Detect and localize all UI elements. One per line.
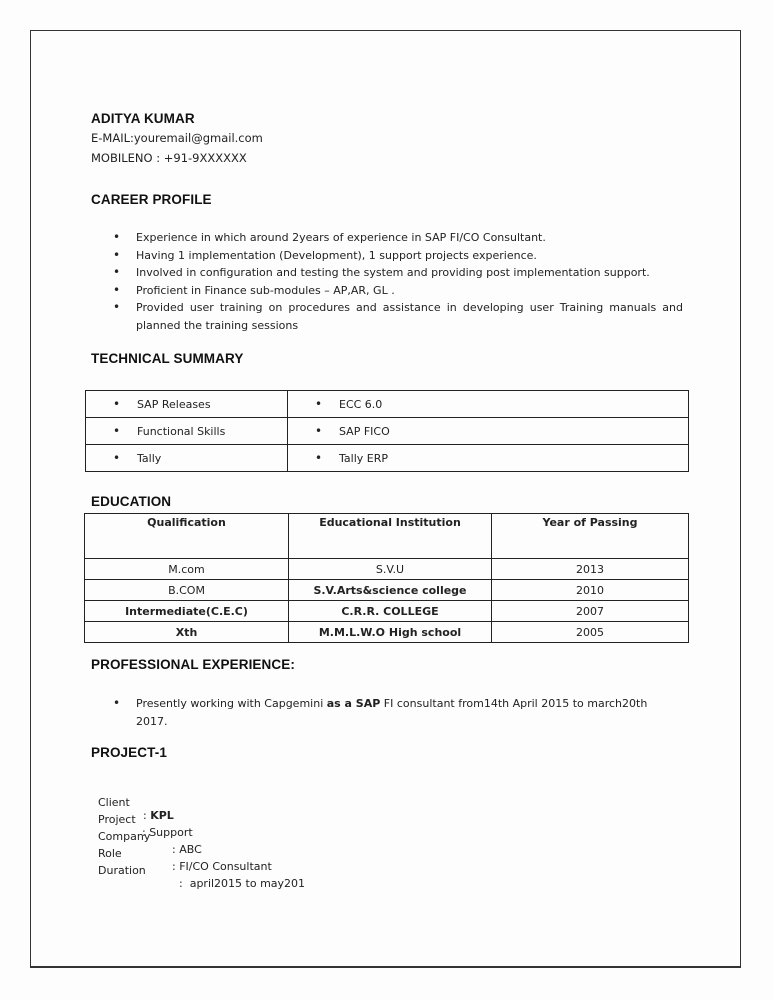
year-cell: 2005 <box>492 622 689 643</box>
qualification-cell: B.COM <box>85 580 289 601</box>
field-value: : april2015 to may201 <box>179 877 306 890</box>
tech-value: • ECC 6.0 <box>288 398 688 411</box>
list-item: • Provided user training on procedures and assistance in developing user Training manuals and planned the training sessions <box>91 299 683 334</box>
section-title-career-profile: CAREER PROFILE <box>91 192 212 207</box>
table-row <box>85 559 689 580</box>
field-value: : Support <box>142 826 193 839</box>
field-label: Project <box>98 813 136 826</box>
institution-cell: S.V.U <box>289 559 492 580</box>
year-cell: 2013 <box>492 559 689 580</box>
field-label: Client <box>98 796 130 809</box>
section-title-technical-summary: TECHNICAL SUMMARY <box>91 351 244 366</box>
tech-label: • Functional Skills <box>86 425 287 438</box>
list-item: • Involved in configuration and testing the system and providing post implementation support. <box>91 264 683 282</box>
professional-experience-list <box>91 695 661 730</box>
mobile-line: MOBILENO : +91-9XXXXXX <box>91 151 247 165</box>
tech-value: • Tally ERP <box>288 452 688 465</box>
list-item: • Experience in which around 2years of experience in SAP FI/CO Consultant. <box>91 229 683 247</box>
column-header: Qualification <box>85 514 289 559</box>
table-row <box>86 445 689 472</box>
tech-label: • Tally <box>86 452 287 465</box>
tech-label: • SAP Releases <box>86 398 287 411</box>
field-label: Role <box>98 847 122 860</box>
institution-cell: M.M.L.W.O High school <box>289 622 492 643</box>
institution-cell: C.R.R. COLLEGE <box>289 601 492 622</box>
list-item: • Presently working with Capgemini as a SAP FI consultant from14th April 2015 to march20th 2017. <box>91 695 661 730</box>
table-row <box>85 601 689 622</box>
qualification-cell: Xth <box>85 622 289 643</box>
email-line: E-MAIL:youremail@gmail.com <box>91 131 263 145</box>
section-title-professional-experience: PROFESSIONAL EXPERIENCE: <box>91 657 295 672</box>
education-table <box>84 513 689 643</box>
technical-summary-table <box>85 390 689 472</box>
field-value: : ABC <box>172 843 202 856</box>
field-value: : FI/CO Consultant <box>172 860 272 873</box>
column-header: Educational Institution <box>289 514 492 559</box>
field-label: Company <box>98 830 151 843</box>
year-cell: 2010 <box>492 580 689 601</box>
bold-text: as a SAP <box>326 697 381 710</box>
list-item: • Proficient in Finance sub-modules – AP,AR, GL . <box>91 282 683 300</box>
candidate-name: ADITYA KUMAR <box>91 111 195 126</box>
tech-value: • SAP FICO <box>288 425 688 438</box>
table-row <box>86 391 689 418</box>
section-title-education: EDUCATION <box>91 494 172 509</box>
column-header: Year of Passing <box>492 514 689 559</box>
table-row <box>85 580 689 601</box>
table-row <box>85 622 689 643</box>
career-profile-list <box>91 229 683 334</box>
field-label: Duration <box>98 864 146 877</box>
section-title-project-1: PROJECT-1 <box>91 745 167 760</box>
list-item: • Having 1 implementation (Development), 1 support projects experience. <box>91 247 683 265</box>
field-value: : <box>143 809 151 822</box>
year-cell: 2007 <box>492 601 689 622</box>
field-value-bold: KPL <box>150 809 174 822</box>
qualification-cell: Intermediate(C.E.C) <box>85 601 289 622</box>
institution-cell: S.V.Arts&science college <box>289 580 492 601</box>
qualification-cell: M.com <box>85 559 289 580</box>
table-row <box>86 418 689 445</box>
table-header-row <box>85 514 689 559</box>
